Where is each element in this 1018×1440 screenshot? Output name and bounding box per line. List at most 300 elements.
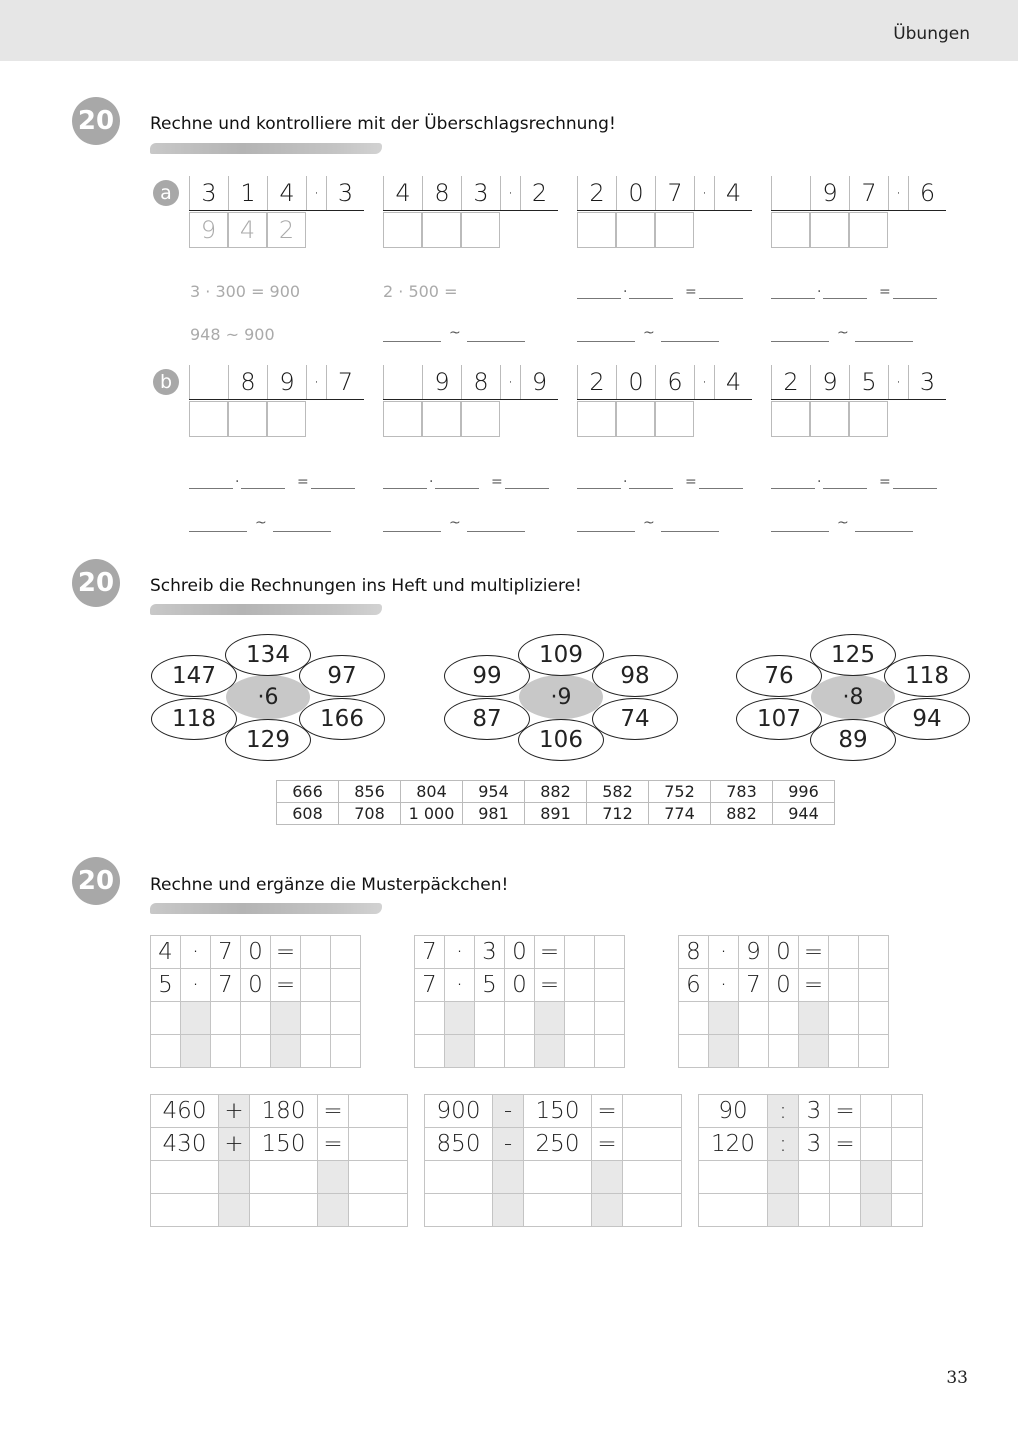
digit-cell: 2 [577,365,616,399]
grid-cell: + [219,1128,250,1161]
grid-cell: 3 [799,1095,830,1128]
result-cell[interactable] [189,401,228,437]
grid-cell: 0 [505,969,535,1002]
digit-cell: 9 [267,365,306,399]
grid-cell: 7 [739,969,769,1002]
grid-cell[interactable] [331,936,361,969]
grid-cell[interactable] [892,1161,923,1194]
grid-cell[interactable] [181,1035,211,1068]
grid-cell[interactable] [892,1194,923,1227]
multiplier-cell: 2 [520,176,558,210]
flower-petal: 76 [736,655,822,697]
label-b: b [153,369,179,395]
grid-cell[interactable] [445,1002,475,1035]
multiplier-cell: 3 [908,365,946,399]
grid-cell[interactable] [861,1194,892,1227]
pattern-table [150,935,361,1068]
digit-cell: 0 [616,176,655,210]
dot-sign: · [817,474,822,490]
blank-exact[interactable] [577,531,635,532]
grid-cell: 250 [524,1128,592,1161]
result-cell[interactable] [383,212,422,248]
result-cell[interactable] [383,401,422,437]
multiplication-problem [577,176,752,211]
grid-cell[interactable] [565,1035,595,1068]
multiplier-cell: 3 [326,176,364,210]
grid-cell[interactable] [493,1194,524,1227]
result-value: 1 000 [401,803,463,825]
result-cell[interactable] [771,401,810,437]
grid-cell[interactable] [679,1002,709,1035]
digit-cell: 4 [383,176,422,210]
flower-petal: 134 [225,634,311,676]
result-cell[interactable] [810,401,849,437]
digit-cell: 8 [228,365,267,399]
blank-factor[interactable] [823,298,867,299]
result-value: 708 [339,803,401,825]
multiplication-problem [383,176,558,211]
blank-factor[interactable] [771,488,815,489]
grid-cell[interactable] [425,1161,493,1194]
exercise-number-badge: 20 [72,559,120,607]
grid-cell[interactable] [425,1194,493,1227]
result-cell[interactable] [771,212,810,248]
grid-cell: 900 [425,1095,493,1128]
result-cell[interactable] [267,401,306,437]
grid-cell: 850 [425,1128,493,1161]
flower-center: ·6 [226,675,310,719]
digit-cell: 3 [461,176,500,210]
grid-cell[interactable] [211,1035,241,1068]
grid-cell[interactable] [799,1002,829,1035]
grid-cell[interactable] [859,1035,889,1068]
dot-cell: · [888,365,908,399]
approx-example: 948 ~ 900 [190,325,275,344]
grid-cell[interactable] [859,969,889,1002]
result-value: 891 [525,803,587,825]
grid-cell[interactable] [592,1194,623,1227]
result-value: 944 [773,803,835,825]
grid-cell[interactable] [301,1035,331,1068]
estimate-partial: 2 · 500 = [383,282,458,301]
grid-cell[interactable] [769,1002,799,1035]
grid-cell[interactable] [475,1002,505,1035]
grid-cell: · [181,969,211,1002]
grid-cell[interactable] [349,1095,408,1128]
pattern-table [678,935,889,1068]
grid-cell[interactable] [151,1002,181,1035]
flower-center: ·8 [811,675,895,719]
blank-factor[interactable] [823,488,867,489]
blank-estimate[interactable] [855,341,913,342]
grid-cell[interactable] [799,1035,829,1068]
header-title: Übungen [893,24,970,44]
result-cell[interactable] [422,212,461,248]
grid-cell[interactable] [861,1161,892,1194]
grid-cell[interactable] [829,969,859,1002]
grid-cell[interactable] [861,1095,892,1128]
pattern-table [698,1094,923,1227]
blank-factor[interactable] [577,488,621,489]
grid-cell[interactable] [535,1035,565,1068]
grid-cell: = [799,969,829,1002]
result-cell[interactable] [461,212,500,248]
grid-cell[interactable] [493,1161,524,1194]
multiplication-problem [383,365,558,400]
grid-cell: 7 [415,936,445,969]
flower-petal: 87 [444,698,530,740]
tilde-sign: ~ [449,515,461,531]
grid-cell[interactable] [241,1035,271,1068]
grid-cell: 8 [679,936,709,969]
digit-cell: 5 [849,365,888,399]
digit-cell: 4 [267,176,306,210]
multiplier-cell: 9 [520,365,558,399]
digit-cell: 8 [461,365,500,399]
blank-factor[interactable] [189,488,233,489]
grid-cell[interactable] [709,1002,739,1035]
flower-petal: 97 [299,655,385,697]
grid-cell[interactable] [565,936,595,969]
grid-cell[interactable] [565,1002,595,1035]
grid-cell[interactable] [595,969,625,1002]
grid-cell[interactable] [415,1002,445,1035]
grid-cell[interactable] [445,1035,475,1068]
result-value: 882 [711,803,773,825]
result-cell[interactable] [577,401,616,437]
grid-cell[interactable] [709,1035,739,1068]
blank-exact[interactable] [383,341,441,342]
multiplication-problem [771,176,946,211]
grid-cell[interactable] [739,1002,769,1035]
grid-cell: 7 [211,969,241,1002]
blank-result[interactable] [893,298,937,299]
grid-cell[interactable] [151,1161,219,1194]
tilde-sign: ~ [643,325,655,341]
digit-cell: 9 [810,365,849,399]
grid-cell[interactable] [859,1002,889,1035]
multiplication-problem [189,365,364,400]
grid-cell: · [709,969,739,1002]
grid-cell[interactable] [301,1002,331,1035]
label-a: a [153,180,179,206]
instruction-1: Rechne und kontrolliere mit der Überschlagsrechnung! [150,114,616,134]
multiplication-problem [189,176,364,211]
grid-cell: 430 [151,1128,219,1161]
blank-exact[interactable] [383,531,441,532]
grid-cell[interactable] [623,1161,682,1194]
grid-cell[interactable] [250,1161,318,1194]
grid-cell: · [181,936,211,969]
digit-cell [383,365,422,399]
dot-cell: · [306,365,326,399]
grid-cell: 150 [524,1095,592,1128]
blank-exact[interactable] [189,531,247,532]
grid-cell: 120 [699,1128,768,1161]
grid-cell[interactable] [595,936,625,969]
page-header [0,0,1018,61]
digit-cell: 8 [422,176,461,210]
grid-cell[interactable] [505,1035,535,1068]
grid-cell[interactable] [151,1194,219,1227]
grid-cell: 7 [415,969,445,1002]
grid-cell[interactable] [799,1161,830,1194]
dot-sign: · [623,284,628,300]
grid-cell: + [219,1095,250,1128]
grid-cell[interactable] [592,1161,623,1194]
result-value: 856 [339,781,401,803]
grid-cell[interactable] [768,1194,799,1227]
grid-cell[interactable] [524,1161,592,1194]
blank-factor[interactable] [241,488,285,489]
result-value: 712 [587,803,649,825]
blank-estimate[interactable] [661,531,719,532]
grid-cell[interactable] [331,969,361,1002]
result-cell[interactable] [228,401,267,437]
grid-cell: = [535,936,565,969]
grid-cell[interactable] [331,1035,361,1068]
grid-cell: = [592,1095,623,1128]
grid-cell[interactable] [241,1002,271,1035]
dot-cell: · [694,176,714,210]
flower-petal: 98 [592,655,678,697]
blank-estimate[interactable] [273,531,331,532]
blank-result[interactable] [893,488,937,489]
grid-cell[interactable] [349,1194,408,1227]
grid-cell[interactable] [699,1194,768,1227]
dot-cell: · [694,365,714,399]
result-cell[interactable]: 9 [189,212,228,248]
dot-cell: · [888,176,908,210]
result-cell[interactable] [577,212,616,248]
grid-cell[interactable] [623,1194,682,1227]
grid-cell: = [830,1128,861,1161]
grid-cell: 0 [769,936,799,969]
grid-cell: - [493,1095,524,1128]
blank-result[interactable] [699,488,743,489]
result-cell[interactable] [849,401,888,437]
dot-sign: · [429,474,434,490]
grid-cell: = [535,969,565,1002]
grid-cell[interactable] [475,1035,505,1068]
multiplier-cell: 4 [714,176,752,210]
blank-result[interactable] [311,488,355,489]
result-value: 954 [463,781,525,803]
blank-estimate[interactable] [467,341,525,342]
grid-cell: 9 [739,936,769,969]
result-cell[interactable] [810,212,849,248]
exercise-number-badge: 20 [72,97,120,145]
grid-cell: = [799,936,829,969]
grid-cell[interactable] [739,1035,769,1068]
grid-cell: 5 [151,969,181,1002]
grid-cell[interactable] [505,1002,535,1035]
blank-factor[interactable] [577,298,621,299]
result-cell[interactable]: 2 [267,212,306,248]
grid-cell[interactable] [595,1002,625,1035]
equals-sign: = [879,474,891,490]
digit-cell: 2 [771,365,810,399]
result-value: 783 [711,781,773,803]
flower-petal: 118 [884,655,970,697]
grid-cell[interactable] [349,1128,408,1161]
pattern-table [150,1094,408,1227]
grid-cell: 3 [799,1128,830,1161]
tilde-sign: ~ [643,515,655,531]
dot-cell: · [500,365,520,399]
grid-cell[interactable] [829,1035,859,1068]
grid-cell[interactable] [535,1002,565,1035]
flower-petal: 129 [225,719,311,761]
dot-sign: · [623,474,628,490]
result-cell[interactable] [849,212,888,248]
tilde-sign: ~ [255,515,267,531]
multiplier-cell: 6 [908,176,946,210]
grid-cell: 0 [769,969,799,1002]
dot-cell: · [306,176,326,210]
result-cell[interactable] [616,212,655,248]
grid-cell[interactable] [768,1161,799,1194]
grid-cell: 6 [679,969,709,1002]
blank-exact[interactable] [771,531,829,532]
grid-cell[interactable] [250,1194,318,1227]
result-value: 774 [649,803,711,825]
grid-cell: 0 [241,936,271,969]
flower-petal: 99 [444,655,530,697]
grid-cell[interactable] [271,1002,301,1035]
results-row-2 [277,803,835,825]
blank-factor[interactable] [629,488,673,489]
grid-cell: · [445,936,475,969]
grid-cell: = [318,1128,349,1161]
grid-cell[interactable] [211,1002,241,1035]
grid-cell[interactable] [151,1035,181,1068]
grid-cell[interactable] [219,1161,250,1194]
result-value: 804 [401,781,463,803]
brush-stroke [150,604,382,615]
grid-cell[interactable] [524,1194,592,1227]
flower-petal: 94 [884,698,970,740]
grid-cell[interactable] [415,1035,445,1068]
grid-cell: : [768,1095,799,1128]
blank-factor[interactable] [435,488,479,489]
grid-cell[interactable] [892,1095,923,1128]
digit-cell: 1 [228,176,267,210]
result-cell[interactable] [655,212,694,248]
result-value: 608 [277,803,339,825]
grid-cell: 0 [505,936,535,969]
result-cell[interactable]: 4 [228,212,267,248]
flower-petal: 166 [299,698,385,740]
grid-cell: 460 [151,1095,219,1128]
dot-sign: · [817,284,822,300]
blank-factor[interactable] [383,488,427,489]
grid-cell[interactable] [301,936,331,969]
result-cell[interactable] [616,401,655,437]
grid-cell: - [493,1128,524,1161]
flower-center: ·9 [519,675,603,719]
grid-cell: : [768,1128,799,1161]
grid-cell: 0 [241,969,271,1002]
digit-cell: 6 [655,365,694,399]
blank-estimate[interactable] [855,531,913,532]
blank-result[interactable] [699,298,743,299]
digit-cell: 2 [577,176,616,210]
result-cell[interactable] [655,401,694,437]
grid-cell: = [318,1095,349,1128]
grid-cell[interactable] [769,1035,799,1068]
multiplication-problem [771,365,946,400]
digit-cell: 0 [616,365,655,399]
flower-petal: 109 [518,634,604,676]
digit-cell [771,176,810,210]
blank-exact[interactable] [577,341,635,342]
grid-cell[interactable] [271,1035,301,1068]
digit-cell: 9 [810,176,849,210]
grid-cell[interactable] [799,1194,830,1227]
flower-petal: 125 [810,634,896,676]
dot-cell: · [500,176,520,210]
tilde-sign: ~ [837,325,849,341]
grid-cell[interactable] [859,936,889,969]
blank-estimate[interactable] [661,341,719,342]
estimate-example: 3 · 300 = 900 [190,282,301,301]
grid-cell[interactable] [679,1035,709,1068]
result-cell[interactable] [422,401,461,437]
grid-cell[interactable] [892,1128,923,1161]
grid-cell[interactable] [830,1161,861,1194]
grid-cell[interactable] [318,1161,349,1194]
result-value: 996 [773,781,835,803]
equals-sign: = [685,474,697,490]
grid-cell[interactable] [830,1194,861,1227]
blank-result[interactable] [505,488,549,489]
grid-cell[interactable] [349,1161,408,1194]
grid-cell[interactable] [861,1128,892,1161]
grid-cell: 3 [475,936,505,969]
digit-cell: 7 [849,176,888,210]
grid-cell[interactable] [301,969,331,1002]
blank-factor[interactable] [629,298,673,299]
blank-estimate[interactable] [467,531,525,532]
grid-cell[interactable] [565,969,595,1002]
blank-exact[interactable] [771,341,829,342]
grid-cell[interactable] [181,1002,211,1035]
grid-cell[interactable] [219,1194,250,1227]
grid-cell[interactable] [829,936,859,969]
flower-petal: 74 [592,698,678,740]
result-cell[interactable] [461,401,500,437]
grid-cell[interactable] [331,1002,361,1035]
results-table [276,780,835,825]
flower-petal: 106 [518,719,604,761]
grid-cell: = [592,1128,623,1161]
result-value: 582 [587,781,649,803]
tilde-sign: ~ [837,515,849,531]
grid-cell[interactable] [829,1002,859,1035]
digit-cell: 7 [655,176,694,210]
grid-cell[interactable] [623,1128,682,1161]
digit-cell [189,365,228,399]
grid-cell[interactable] [623,1095,682,1128]
grid-cell[interactable] [699,1161,768,1194]
pattern-table [424,1094,682,1227]
blank-factor[interactable] [771,298,815,299]
grid-cell[interactable] [595,1035,625,1068]
grid-cell: · [445,969,475,1002]
grid-cell[interactable] [318,1194,349,1227]
grid-cell: = [271,936,301,969]
